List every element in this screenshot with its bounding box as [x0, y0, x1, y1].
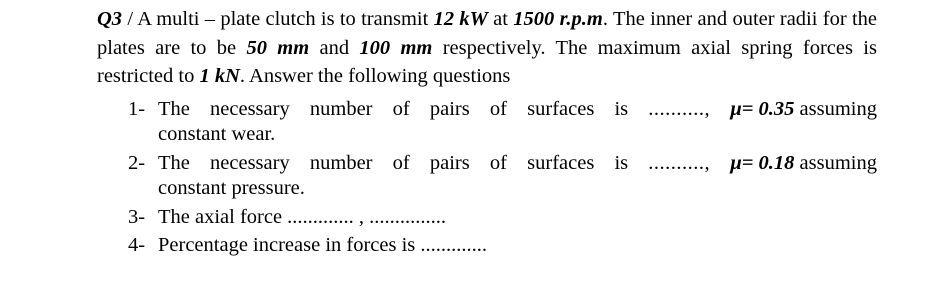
mu-value: 0.35 [758, 97, 795, 120]
word: of [489, 151, 507, 174]
word: surfaces [527, 151, 595, 174]
document [97, 5, 877, 260]
question-label: Q3 [97, 8, 123, 30]
item-number: 2- [128, 151, 146, 174]
item-number: 3- [128, 205, 146, 228]
word: necessary [210, 151, 290, 174]
mu-value: 0.18 [758, 151, 795, 174]
word: number [309, 97, 373, 120]
item-continuation: constant wear. [158, 123, 276, 145]
answer-blank: .........., [648, 151, 711, 174]
intro-part: respectively. The maximum axial spring forces is restricted to [97, 36, 877, 87]
inner-radius-value: 50 mm [246, 36, 310, 59]
mu-group [730, 149, 877, 178]
word: is [614, 97, 629, 120]
word: The [158, 97, 190, 120]
question-item-3 [97, 203, 877, 232]
word: is [614, 151, 629, 174]
word: number [309, 151, 373, 174]
intro-part: A multi – plate clutch is to transmit [137, 8, 434, 30]
word: pairs [429, 97, 470, 120]
question-intro [97, 5, 877, 91]
item-number: 1- [128, 97, 146, 120]
power-value: 12 kW [433, 8, 488, 30]
item-text: The axial force ............. , ............... [158, 205, 447, 228]
word: necessary [210, 97, 290, 120]
question-slash: / [122, 8, 138, 30]
item-line [158, 95, 877, 124]
word: surfaces [527, 97, 595, 120]
question-item-4 [97, 231, 877, 260]
mu-label: μ= [730, 151, 759, 174]
item-tail: assuming [794, 97, 877, 120]
intro-part: . The inner and outer radii for the plates are to be [97, 8, 877, 59]
intro-part: at [487, 8, 514, 30]
question-item-2 [97, 149, 877, 203]
word: of [392, 97, 410, 120]
intro-part: . Answer the following questions [239, 65, 511, 87]
outer-radius-value: 100 mm [359, 36, 433, 59]
speed-value: 1500 r.p.m [513, 8, 603, 30]
answer-blank: .........., [648, 97, 711, 120]
item-line [158, 149, 877, 178]
word: of [392, 151, 410, 174]
item-tail: assuming [794, 151, 877, 174]
question-item-1 [97, 95, 877, 149]
mu-group [730, 95, 877, 124]
item-text: Percentage increase in forces is ............. [158, 234, 488, 256]
question-list [97, 95, 877, 260]
word: of [489, 97, 507, 120]
axial-force-value: 1 kN [199, 65, 240, 87]
item-continuation: constant pressure. [158, 177, 305, 199]
item-number: 4- [128, 234, 146, 256]
word: The [158, 151, 190, 174]
mu-label: μ= [730, 97, 759, 120]
word: pairs [429, 151, 470, 174]
intro-part: and [309, 36, 360, 59]
